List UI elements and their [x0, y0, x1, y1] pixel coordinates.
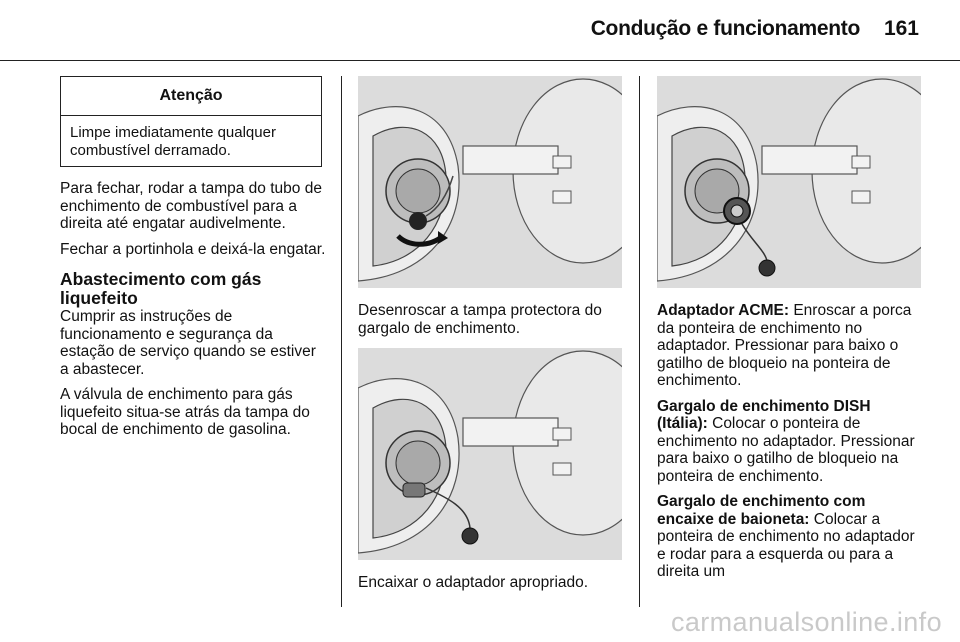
warning-box — [60, 76, 322, 167]
fuel-door-illustration-1 — [358, 76, 622, 288]
fuel-door-illustration-2 — [358, 348, 622, 560]
paragraph-safety: Cumprir as instruções de funcionamento e segurança da estação de serviço quando se estiver a abastecer. — [60, 308, 316, 378]
figure-unscrew-cap — [358, 76, 622, 288]
column-divider-2 — [639, 76, 640, 607]
section-heading-lpg: Abastecimento com gás liquefeito — [60, 269, 262, 308]
column-3 — [657, 302, 925, 589]
caption-fit-adapter: Encaixar o adaptador apropriado. — [358, 574, 589, 591]
page-header — [0, 0, 960, 61]
caption-2 — [358, 574, 626, 600]
watermark: carmanualsonline.info — [670, 607, 942, 637]
acme-text: Enroscar a porca da ponteira de enchimento no adaptador. Pressionar para baixo o gatilho de bloqueio na ponteira de enchimento. — [657, 302, 912, 389]
paragraph-close-flap: Fechar a portinhola e deixá-la engatar. — [60, 240, 326, 258]
bayonet-text: Colocar a ponteira de enchimento no adaptador e rodar para a esquerda ou para a direita um — [657, 510, 915, 580]
paragraph-acme — [657, 302, 925, 390]
fuel-door-illustration-3 — [657, 76, 921, 288]
caption-unscrew: Desenroscar a tampa protectora do gargalo de enchimento. — [358, 302, 602, 337]
acme-label: Adaptador ACME: — [657, 302, 790, 319]
page-number: 161 — [883, 17, 919, 40]
figure-fit-adapter — [358, 348, 622, 560]
warning-text: Limpe imediatamente qualquer combustível derramado. — [70, 124, 276, 159]
figure-acme-adapter — [657, 76, 921, 288]
section-title: Condução e funcionamento — [590, 17, 860, 40]
bayonet-label: Gargalo de enchimento com encaixe de baioneta: — [657, 493, 866, 528]
paragraph-valve-location: A válvula de enchimento para gás liquefeito situa-se atrás da tampa do bocal de enchimento de gasolina. — [60, 386, 310, 438]
warning-title: Atenção — [61, 77, 321, 116]
caption-1 — [358, 302, 626, 345]
paragraph-bayonet — [657, 493, 925, 581]
dish-text: Colocar o ponteira de enchimento no adaptador. Pressionar para baixo o gatilho de bloqueio na ponteira de enchimento. — [657, 415, 915, 485]
column-divider-1 — [341, 76, 342, 607]
paragraph-dish — [657, 398, 925, 486]
dish-label: Gargalo de enchimento DISH (Itália): — [657, 397, 871, 432]
column-1 — [60, 180, 328, 447]
paragraph-close-cap: Para fechar, rodar a tampa do tubo de enchimento de combustível para a direita até engatar audivelmente. — [60, 180, 322, 232]
